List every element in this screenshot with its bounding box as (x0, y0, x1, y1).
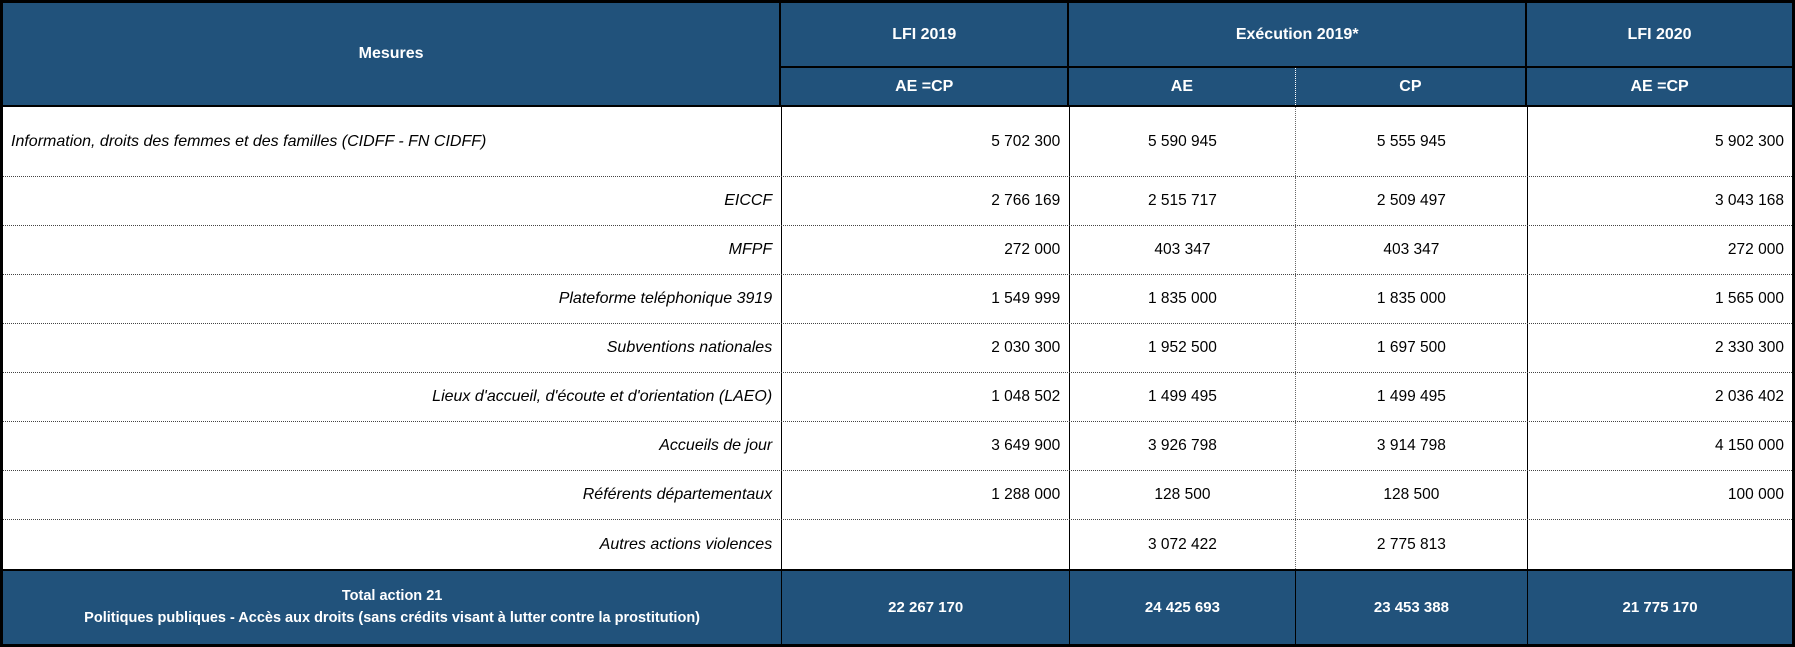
value-lfi2019 (781, 520, 1069, 569)
measure-label: Référents départementaux (582, 486, 773, 503)
table-row (3, 373, 1792, 422)
measure-label: Information, droits des femmes et des familles (CIDFF - FN CIDFF) (11, 132, 487, 150)
table-row (3, 471, 1792, 520)
value-lfi2019: 3 649 900 (781, 422, 1069, 470)
value-execution-ae: 5 590 945 (1069, 107, 1294, 176)
subheader-lfi2019-ae-cp: AE =CP (781, 68, 1069, 105)
total-label (3, 571, 781, 644)
value-lfi2020: 100 000 (1527, 471, 1792, 519)
table-row (3, 520, 1792, 569)
value-execution-ae: 1 952 500 (1069, 324, 1294, 372)
table-row (3, 275, 1792, 324)
value-execution-cp: 403 347 (1295, 226, 1528, 274)
value-lfi2020: 5 902 300 (1527, 107, 1792, 176)
subheader-lfi2020-ae-cp: AE =CP (1630, 77, 1689, 95)
table-row (3, 324, 1792, 373)
total-label-line2: Politiques publiques - Accès aux droits (sans crédits visant à lutter contre la prostitution) (84, 609, 701, 626)
value-execution-cp: 3 914 798 (1295, 422, 1528, 470)
value-lfi2019: 2 766 169 (781, 177, 1069, 225)
total-value-execution-ae: 24 425 693 (1069, 571, 1294, 644)
value-lfi2020: 2 036 402 (1527, 373, 1792, 421)
value-execution-ae: 403 347 (1069, 226, 1294, 274)
value-execution-ae: 128 500 (1069, 471, 1294, 519)
value-lfi2019: 1 549 999 (781, 275, 1069, 323)
header-execution-2019: Exécution 2019* (1069, 3, 1527, 68)
subheader-execution-cp: CP (1295, 68, 1528, 105)
header-lfi-2019: LFI 2019 (781, 3, 1069, 68)
value-lfi2020: 1 565 000 (1527, 275, 1792, 323)
value-lfi2019: 2 030 300 (781, 324, 1069, 372)
value-execution-cp: 5 555 945 (1295, 107, 1528, 176)
value-lfi2020: 272 000 (1527, 226, 1792, 274)
table-row (3, 107, 1792, 177)
table-row (3, 226, 1792, 275)
value-lfi2020 (1527, 520, 1792, 569)
value-lfi2019: 5 702 300 (781, 107, 1069, 176)
value-execution-cp: 1 499 495 (1295, 373, 1528, 421)
table-row (3, 422, 1792, 471)
table-header (3, 3, 1792, 107)
total-value-execution-cp: 23 453 388 (1295, 571, 1528, 644)
value-lfi2019: 1 288 000 (781, 471, 1069, 519)
value-execution-cp: 128 500 (1295, 471, 1528, 519)
value-execution-cp: 1 697 500 (1295, 324, 1528, 372)
subheader-execution-ae: AE (1170, 77, 1194, 95)
value-execution-cp: 2 775 813 (1295, 520, 1528, 569)
value-execution-ae: 2 515 717 (1069, 177, 1294, 225)
measure-label: MFPF (728, 241, 773, 258)
value-execution-ae: 1 835 000 (1069, 275, 1294, 323)
table-body (3, 107, 1792, 569)
value-execution-ae: 3 926 798 (1069, 422, 1294, 470)
value-lfi2020: 3 043 168 (1527, 177, 1792, 225)
value-lfi2020: 4 150 000 (1527, 422, 1792, 470)
measure-label: EICCF (724, 192, 773, 209)
value-execution-ae: 3 072 422 (1069, 520, 1294, 569)
total-value-lfi2020: 21 775 170 (1527, 571, 1792, 644)
header-lfi-2020: LFI 2020 (1527, 3, 1792, 68)
value-execution-ae: 1 499 495 (1069, 373, 1294, 421)
table-row (3, 177, 1792, 226)
measure-label: Lieux d'accueil, d'écoute et d'orientation (LAEO) (432, 388, 773, 405)
measure-label: Accueils de jour (659, 437, 773, 454)
total-label-line1: Total action 21 (341, 588, 443, 605)
value-lfi2020: 2 330 300 (1527, 324, 1792, 372)
value-execution-cp: 1 835 000 (1295, 275, 1528, 323)
measure-label: Subventions nationales (606, 339, 773, 356)
measure-label: Autres actions violences (599, 535, 773, 553)
total-row (3, 569, 1792, 644)
header-mesures: Mesures (3, 3, 781, 105)
total-value-lfi2019: 22 267 170 (781, 571, 1069, 644)
measure-label: Plateforme teléphonique 3919 (558, 290, 773, 307)
value-lfi2019: 1 048 502 (781, 373, 1069, 421)
value-execution-cp: 2 509 497 (1295, 177, 1528, 225)
value-lfi2019: 272 000 (781, 226, 1069, 274)
